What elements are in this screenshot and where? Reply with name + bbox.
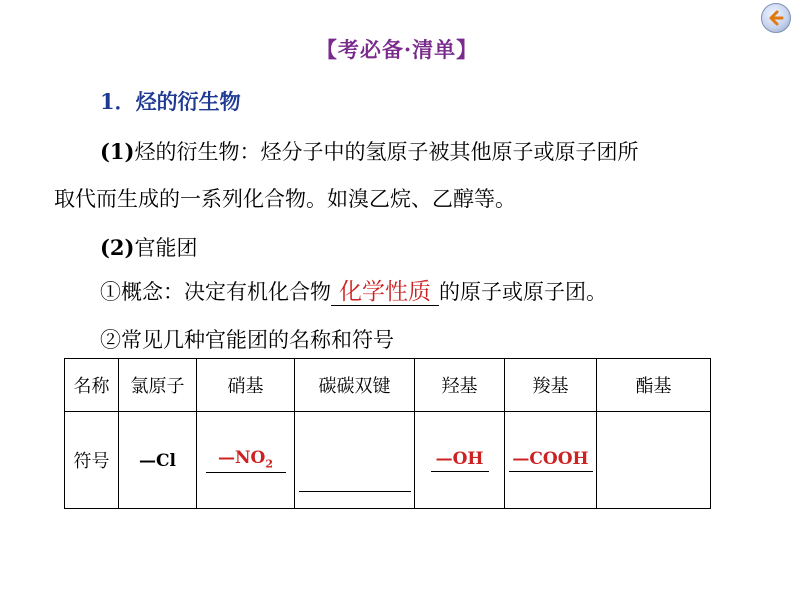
header-cell: 羧基	[505, 359, 597, 412]
header-cell: 氯原子	[119, 359, 197, 412]
symbol-blank-double-bond	[299, 468, 411, 491]
symbol-cell-chlorine	[119, 412, 197, 509]
symbol-no2-subscript: 2	[265, 457, 273, 471]
symbol-cell-nitro	[197, 412, 295, 509]
section-header: 【考必备·清单】	[315, 37, 479, 62]
concept-suffix: 的原子或原子团。	[439, 280, 607, 304]
paragraph-definition	[100, 136, 638, 166]
back-button[interactable]	[761, 3, 791, 33]
paragraph-functional-group	[100, 232, 197, 262]
symbol-cell-hydroxyl	[415, 412, 505, 509]
symbol-cell-ester	[597, 412, 711, 509]
symbol-no2: —NO	[217, 447, 266, 468]
symbol-cooh: —COOH	[512, 448, 589, 469]
symbol-cell-double-bond	[295, 412, 415, 509]
concept-answer: 化学性质	[339, 279, 431, 305]
concept-answer-blank	[331, 280, 439, 306]
paragraph-text: 烃的衍生物：烃分子中的氢原子被其他原子或原子团所	[134, 140, 639, 164]
header-cell: 羟基	[415, 359, 505, 412]
header-cell: 名称	[65, 359, 119, 412]
functional-groups-table	[64, 358, 711, 509]
table-symbol-row	[65, 412, 711, 509]
symbol-blank-carboxyl	[509, 449, 593, 472]
symbol-blank-hydroxyl	[431, 449, 489, 472]
paragraph-definition-continued: 取代而生成的一系列化合物。如溴乙烷、乙醇等。	[54, 187, 516, 211]
header-cell: 酯基	[597, 359, 711, 412]
header-cell: 硝基	[197, 359, 295, 412]
symbol-cell-carboxyl	[505, 412, 597, 509]
paragraph-label: (2)	[100, 235, 135, 260]
paragraph-text: 官能团	[134, 236, 198, 260]
symbol-oh: —OH	[435, 448, 484, 469]
paragraph-concept	[100, 276, 607, 306]
subheading-derivatives: 1．烃的衍生物	[100, 89, 241, 114]
concept-prefix: ①概念：决定有机化合物	[100, 280, 331, 304]
table-header-row	[65, 359, 711, 412]
header-cell: 碳碳双键	[295, 359, 415, 412]
arrow-left-icon	[767, 9, 785, 27]
symbol-cl: —Cl	[139, 450, 176, 471]
symbol-blank-nitro	[206, 448, 286, 474]
paragraph-common-groups: ②常见几种官能团的名称和符号	[100, 328, 394, 352]
paragraph-label: (1)	[100, 139, 135, 164]
symbol-row-label: 符号	[65, 412, 119, 509]
